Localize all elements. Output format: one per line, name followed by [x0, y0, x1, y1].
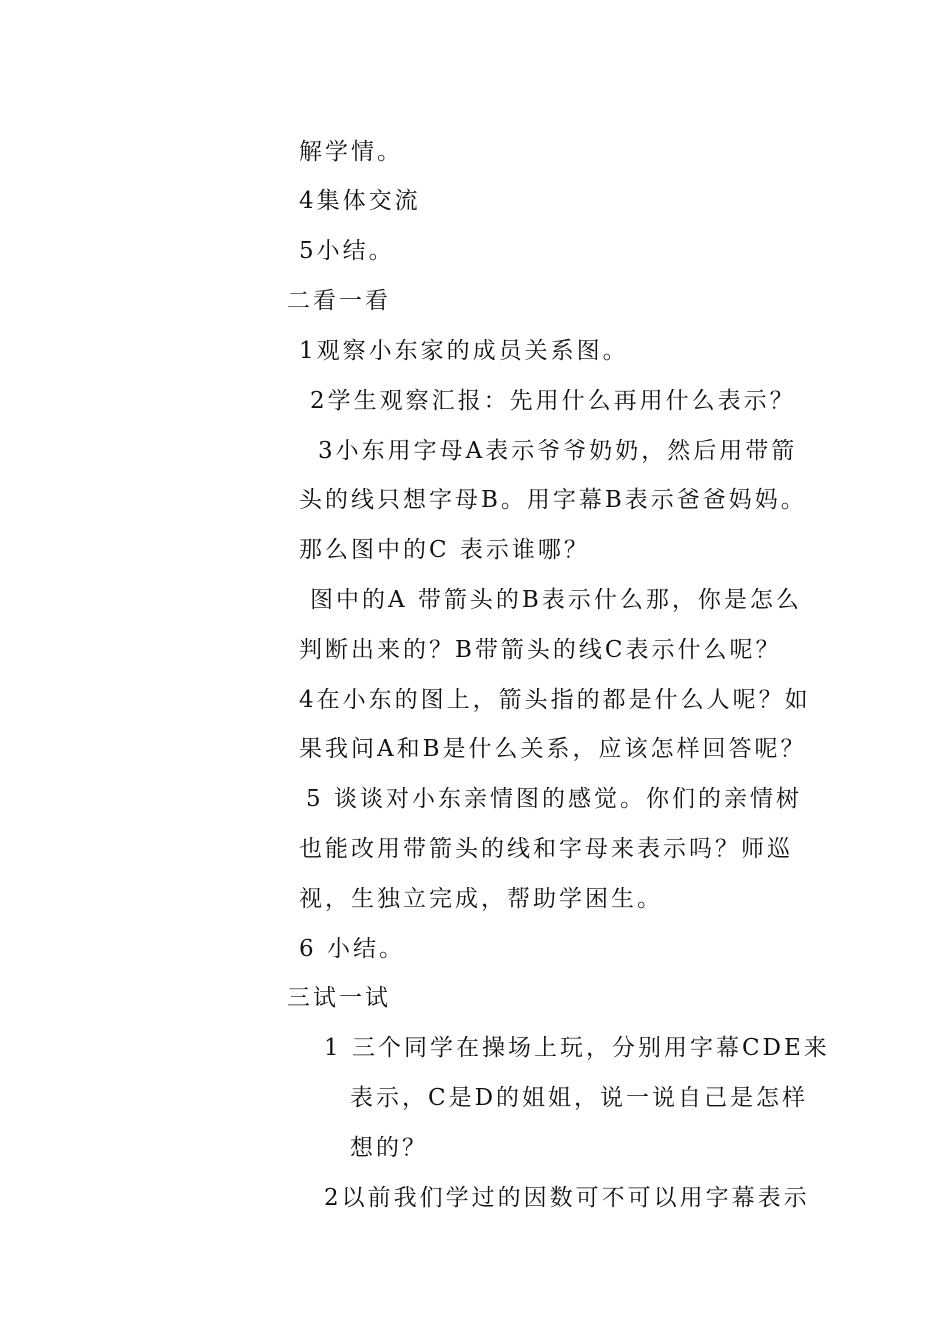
- text-line: 6 小结。: [299, 936, 405, 962]
- section-heading: 二看一看: [287, 288, 391, 314]
- text-line: 3小东用字母A表示爷爷奶奶，然后用带箭: [318, 438, 798, 464]
- text-line: 也能改用带箭头的线和字母来表示吗？师巡: [299, 836, 793, 862]
- section-heading: 三试一试: [287, 985, 391, 1011]
- text-line: 4在小东的图上，箭头指的都是什么人呢？如: [299, 687, 811, 713]
- text-line: 5小结。: [299, 238, 395, 264]
- text-line: 1 三个同学在操场上玩，分别用字幕CDE来: [324, 1035, 830, 1061]
- text-line: 解学情。: [299, 139, 403, 165]
- text-line: 图中的A 带箭头的B表示什么那，你是怎么: [310, 587, 802, 613]
- text-line: 表示，C是D的姐姐，说一说自己是怎样: [350, 1085, 809, 1111]
- text-line: 2学生观察汇报：先用什么再用什么表示？: [310, 388, 796, 414]
- text-line: 5 谈谈对小东亲情图的感觉。你们的亲情树: [306, 786, 802, 812]
- text-line: 头的线只想字母B。用字幕B表示爸爸妈妈。: [299, 487, 807, 513]
- text-line: 想的？: [350, 1135, 428, 1161]
- text-line: 那么图中的C 表示谁哪？: [299, 537, 590, 563]
- text-line: 视，生独立完成，帮助学困生。: [299, 886, 663, 912]
- text-line: 判断出来的？B带箭头的线C表示什么呢？: [299, 637, 782, 663]
- text-line: 果我问A和B是什么关系，应该怎样回答呢？: [299, 736, 807, 762]
- text-line: 4集体交流: [299, 188, 421, 214]
- text-line: 2以前我们学过的因数可不可以用字幕表示: [324, 1185, 810, 1211]
- text-line: 1观察小东家的成员关系图。: [299, 338, 629, 364]
